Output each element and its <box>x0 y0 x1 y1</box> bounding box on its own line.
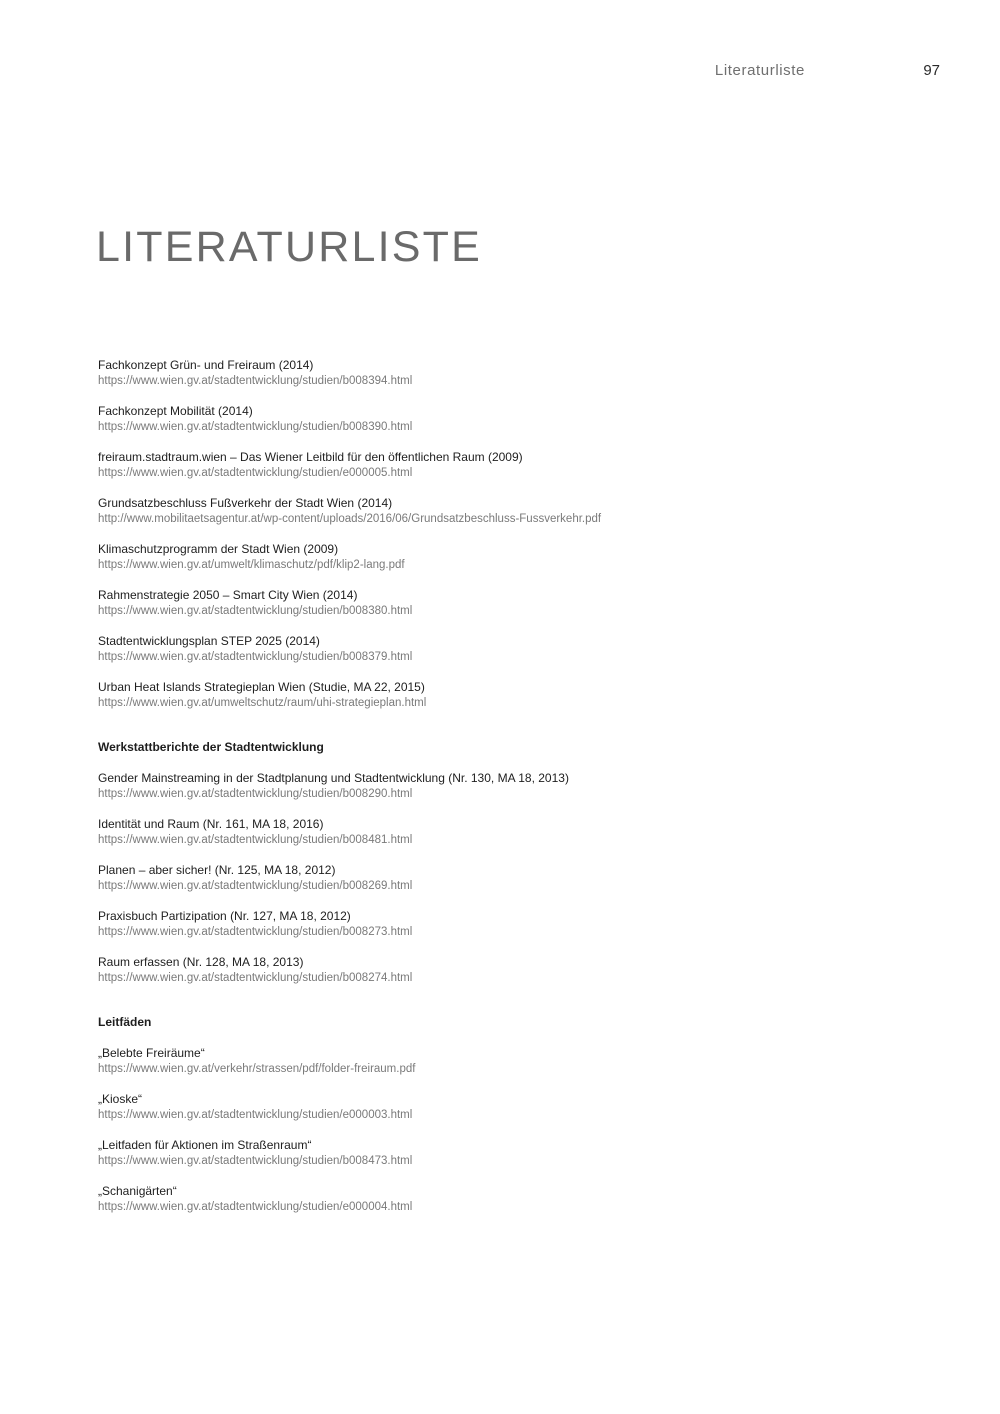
reference-entries <box>98 1045 918 1215</box>
reference-url-link[interactable]: https://www.wien.gv.at/stadtentwicklung/studien/b008394.html <box>98 375 413 387</box>
reference-entry <box>98 770 918 802</box>
reference-title: Praxisbuch Partizipation (Nr. 127, MA 18, 2012) <box>98 909 351 923</box>
running-header <box>0 62 1000 84</box>
reference-url-link[interactable]: https://www.wien.gv.at/stadtentwicklung/studien/b008274.html <box>98 972 413 984</box>
reference-url-link[interactable]: https://www.wien.gv.at/umweltschutz/raum/uhi-strategieplan.html <box>98 697 427 709</box>
reference-url-link[interactable]: https://www.wien.gv.at/stadtentwicklung/studien/b008290.html <box>98 788 413 800</box>
reference-url-link[interactable]: https://www.wien.gv.at/stadtentwicklung/studien/b008473.html <box>98 1155 413 1167</box>
reference-title: Urban Heat Islands Strategieplan Wien (Studie, MA 22, 2015) <box>98 680 425 694</box>
reference-url-link[interactable]: https://www.wien.gv.at/stadtentwicklung/studien/e000004.html <box>98 1201 413 1213</box>
reference-title: Raum erfassen (Nr. 128, MA 18, 2013) <box>98 955 304 969</box>
section-heading: Werkstattberichte der Stadtentwicklung <box>98 740 324 754</box>
reference-entry <box>98 587 918 619</box>
reference-entry <box>98 541 918 573</box>
reference-section <box>98 357 918 711</box>
reference-entry <box>98 908 918 940</box>
reference-url-link[interactable]: https://www.wien.gv.at/umwelt/klimaschutz/pdf/klip2-lang.pdf <box>98 559 405 571</box>
section-heading: Leitfäden <box>98 1015 152 1029</box>
reference-entries <box>98 357 918 711</box>
reference-url-link[interactable]: https://www.wien.gv.at/stadtentwicklung/studien/b008380.html <box>98 605 413 617</box>
reference-entries <box>98 770 918 986</box>
reference-title: Grundsatzbeschluss Fußverkehr der Stadt Wien (2014) <box>98 496 393 510</box>
reference-entry <box>98 1183 918 1215</box>
reference-url-link[interactable]: https://www.wien.gv.at/stadtentwicklung/studien/b008269.html <box>98 880 413 892</box>
reference-title: Planen – aber sicher! (Nr. 125, MA 18, 2012) <box>98 863 336 877</box>
reference-entry <box>98 357 918 389</box>
reference-entry <box>98 1137 918 1169</box>
reference-url-link[interactable]: https://www.wien.gv.at/stadtentwicklung/studien/b008481.html <box>98 834 413 846</box>
reference-entry <box>98 1045 918 1077</box>
reference-url-link[interactable]: https://www.wien.gv.at/stadtentwicklung/studien/b008379.html <box>98 651 413 663</box>
reference-url-link[interactable]: https://www.wien.gv.at/stadtentwicklung/studien/b008390.html <box>98 421 413 433</box>
reference-url-link[interactable]: http://www.mobilitaetsagentur.at/wp-content/uploads/2016/06/Grundsatzbeschluss-Fussverkehr.pdf <box>98 513 602 525</box>
reference-entry <box>98 633 918 665</box>
reference-entry <box>98 449 918 481</box>
reference-title: „Kioske“ <box>98 1092 143 1106</box>
reference-entry <box>98 679 918 711</box>
page-title: LITERATURLISTE <box>96 223 483 271</box>
reference-entry <box>98 816 918 848</box>
reference-url-link[interactable]: https://www.wien.gv.at/verkehr/strassen/pdf/folder-freiraum.pdf <box>98 1063 416 1075</box>
reference-title: freiraum.stadtraum.wien – Das Wiener Leitbild für den öffentlichen Raum (2009) <box>98 450 523 464</box>
reference-title: Fachkonzept Mobilität (2014) <box>98 404 253 418</box>
reference-title: „Schanigärten“ <box>98 1184 177 1198</box>
reference-entry <box>98 403 918 435</box>
reference-url-link[interactable]: https://www.wien.gv.at/stadtentwicklung/studien/b008273.html <box>98 926 413 938</box>
reference-title: Rahmenstrategie 2050 – Smart City Wien (2014) <box>98 588 358 602</box>
reference-title: Identität und Raum (Nr. 161, MA 18, 2016) <box>98 817 324 831</box>
page-number: 97 <box>923 62 940 79</box>
reference-list <box>98 357 918 1229</box>
reference-title: Gender Mainstreaming in der Stadtplanung und Stadtentwicklung (Nr. 130, MA 18, 2013) <box>98 771 569 785</box>
reference-title: Fachkonzept Grün- und Freiraum (2014) <box>98 358 314 372</box>
reference-title: Stadtentwicklungsplan STEP 2025 (2014) <box>98 634 320 648</box>
reference-section <box>98 1014 918 1215</box>
running-title: Literaturliste <box>714 62 805 79</box>
reference-entry <box>98 954 918 986</box>
reference-title: Klimaschutzprogramm der Stadt Wien (2009) <box>98 542 339 556</box>
reference-entry <box>98 862 918 894</box>
reference-url-link[interactable]: https://www.wien.gv.at/stadtentwicklung/studien/e000005.html <box>98 467 413 479</box>
reference-title: „Belebte Freiräume“ <box>98 1046 205 1060</box>
reference-title: „Leitfaden für Aktionen im Straßenraum“ <box>98 1138 312 1152</box>
reference-entry <box>98 1091 918 1123</box>
reference-entry <box>98 495 918 527</box>
reference-url-link[interactable]: https://www.wien.gv.at/stadtentwicklung/studien/e000003.html <box>98 1109 413 1121</box>
reference-section <box>98 739 918 986</box>
